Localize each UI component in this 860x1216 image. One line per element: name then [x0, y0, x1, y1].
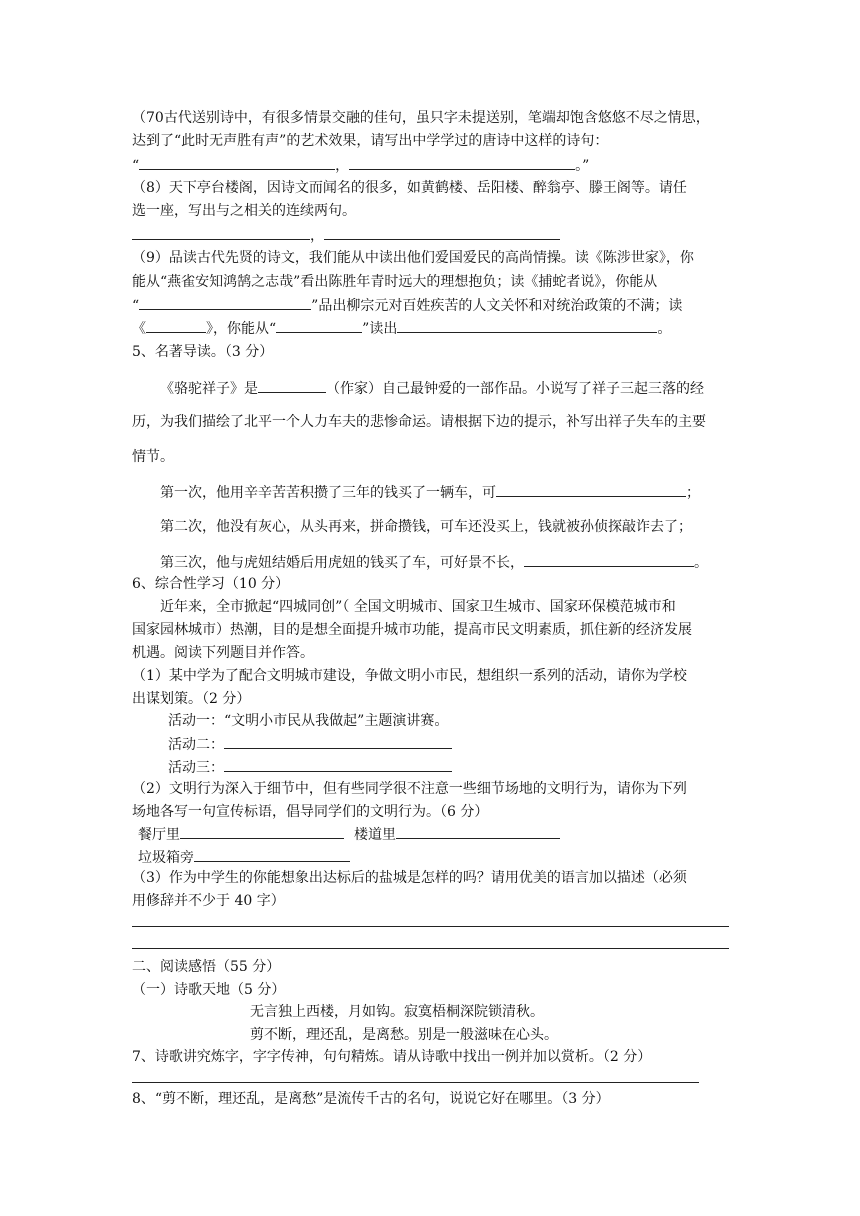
s6-activity-2: [168, 734, 452, 755]
part2-heading: 二、阅读感悟（55 分）: [132, 959, 281, 975]
q8-blank-1[interactable]: [132, 225, 310, 240]
s6-corridor-blank[interactable]: [396, 824, 560, 839]
s6-activity-3-label: 活动三：: [168, 760, 224, 776]
poem-line-1: 无言独上西楼，月如钩。寂寞梧桐深院锁清秋。: [250, 1004, 544, 1020]
q9-blank-3[interactable]: [276, 318, 362, 333]
s6-p3: 机遇。阅读下列题目并作答。: [132, 645, 314, 661]
s6-activity-1: 活动一：“文明小市民从我做起”主题演讲赛。: [168, 713, 449, 729]
s6-p2: 国家园林城市）热潮，目的是想全面提升城市功能，提高市民文明素质，抓住新的经济发展: [132, 622, 692, 638]
s6-activity-2-label: 活动二：: [168, 737, 224, 753]
s5-first-text: 第一次，他用辛辛苦苦积攒了三年的钱买了一辆车，可: [160, 485, 496, 501]
q9-line3-text: ”品出柳宗元对百姓疾苦的人文关怀和对统治政策的不满；读: [311, 298, 683, 314]
q8-answer-line: [132, 225, 560, 246]
s6-corridor-label: 楼道里: [354, 827, 396, 843]
s6-q3-line1: （3）作为中学生的你能想象出达标后的盐城是怎样的吗？请用优美的语言加以描述（必须: [132, 870, 687, 886]
s6-q1-line2: 出谋划策。（2 分）: [132, 691, 251, 707]
q9-line4-end: 。: [657, 321, 672, 337]
q7-blank-2[interactable]: [349, 155, 575, 170]
s5-third: [160, 552, 708, 573]
s6-activity-3: [168, 757, 452, 778]
s5-p1b: （作家）自己最钟爱的一部作品。小说写了祥子三起三落的经: [326, 381, 704, 397]
s5-first-end: ；: [686, 485, 700, 501]
q9-blank-4[interactable]: [397, 318, 657, 333]
s6-q3-line2: 用修辞并不少于 40 字）: [132, 893, 285, 909]
s6-canteen-label: 餐厅里: [138, 827, 180, 843]
q9-line4-a: 《: [132, 321, 146, 337]
q7-open-quote: “: [132, 158, 140, 174]
s6-canteen-blank[interactable]: [180, 824, 344, 839]
s6-slogan-row-1: [138, 824, 560, 845]
s6-q3-answer-line-1[interactable]: [132, 926, 729, 927]
part2-subheading: （一）诗歌天地（5 分）: [132, 982, 286, 998]
q7-close: 。”: [575, 158, 590, 174]
q7-answer-line: [132, 155, 589, 176]
q8-line2: 选一座，写出与之相关的连续两句。: [132, 203, 356, 219]
s6-p1: 近年来，全市掀起“四城同创”（ 全国文明城市、国家卫生城市、国家环保模范城市和: [160, 599, 676, 615]
s5-third-blank[interactable]: [524, 552, 694, 567]
q8-blank-2[interactable]: [324, 225, 560, 240]
s6-activity-3-blank[interactable]: [224, 757, 452, 772]
poem-line-2: 剪不断，理还乱，是离愁。别是一般滋味在心头。: [250, 1027, 558, 1043]
q7-line1: （70古代送别诗中，有很多情景交融的佳句，虽只字未提送别，笔端却饱含悠悠不尽之情思，: [132, 110, 710, 126]
q9-line1: （9）品读古代先贤的诗文，我们能从中读出他们爱国爱民的高尚情操。读《陈涉世家》，你: [132, 250, 694, 266]
s5-first-blank[interactable]: [496, 482, 686, 497]
q7-line2: 达到了“此时无声胜有声”的艺术效果，请写出中学学过的唐诗中这样的诗句：: [132, 133, 609, 149]
part2-q7-answer-line[interactable]: [132, 1082, 699, 1083]
s5-p1a: 《骆驼祥子》是: [160, 381, 258, 397]
q9-blank-2[interactable]: [146, 318, 206, 333]
q9-line4-b: 》，你能从“: [206, 321, 277, 337]
s5-p1: [160, 378, 704, 399]
s6-bin-blank[interactable]: [194, 847, 350, 862]
q9-line2: 能从“燕雀安知鸿鹄之志哉”看出陈胜年青时远大的理想抱负；读《捕蛇者说》，你能从: [132, 274, 658, 290]
q9-line4-c: ”读出: [362, 321, 398, 337]
q8-line1: （8）天下亭台楼阁，因诗文而闻名的很多，如黄鹤楼、岳阳楼、醉翁亭、滕王阁等。请任: [132, 180, 687, 196]
s5-p3: 情节。: [132, 449, 174, 465]
q9-line4: [132, 318, 671, 339]
q7-comma: ，: [335, 158, 350, 174]
part2-q7: 7、诗歌讲究炼字，字字传神，句句精炼。请从诗歌中找出一例并加以赏析。（2 分）: [132, 1049, 652, 1065]
s5-heading: 5、名著导读。（3 分）: [132, 344, 274, 360]
s6-q2-line1: （2）文明行为深入于细节中，但有些同学很不注意一些细节场地的文明行为，请你为下列: [132, 781, 687, 797]
s5-p2: 历，为我们描绘了北平一个人力车夫的悲惨命运。请根据下边的提示，补写出祥子失车的主要: [132, 414, 706, 430]
q7-blank-1[interactable]: [139, 155, 335, 170]
s6-q2-line2: 场地各写一句宣传标语，倡导同学们的文明行为。（6 分）: [132, 804, 489, 820]
s6-q1-line1: （1）某中学为了配合文明城市建设，争做文明小市民，想组织一系列的活动，请你为学校: [132, 668, 687, 684]
s5-first: [160, 482, 700, 503]
s5-second: 第二次，他没有灰心，从头再来，拼命攒钱，可车还没买上，钱就被孙侦探敲诈去了；: [160, 519, 692, 535]
s6-bin-label: 垃圾箱旁: [138, 850, 194, 866]
s6-activity-2-blank[interactable]: [224, 734, 452, 749]
q9-line3: [132, 295, 682, 316]
part2-q8: 8、“剪不断，理还乱，是离愁”是流传千古的名句，说说它好在哪里。（3 分）: [132, 1091, 610, 1107]
s6-q3-answer-line-2[interactable]: [132, 948, 729, 949]
s6-heading: 6、综合性学习（10 分）: [132, 576, 290, 592]
s5-third-text: 第三次，他与虎妞结婚后用虎妞的钱买了车，可好景不长，: [160, 555, 524, 571]
q9-blank-1[interactable]: [139, 295, 311, 310]
s5-author-blank[interactable]: [258, 378, 326, 393]
q8-comma: ，: [310, 228, 324, 244]
q9-line3-open: “: [132, 298, 140, 314]
s6-slogan-row-2: [138, 847, 350, 868]
s5-third-end: 。: [694, 555, 708, 571]
